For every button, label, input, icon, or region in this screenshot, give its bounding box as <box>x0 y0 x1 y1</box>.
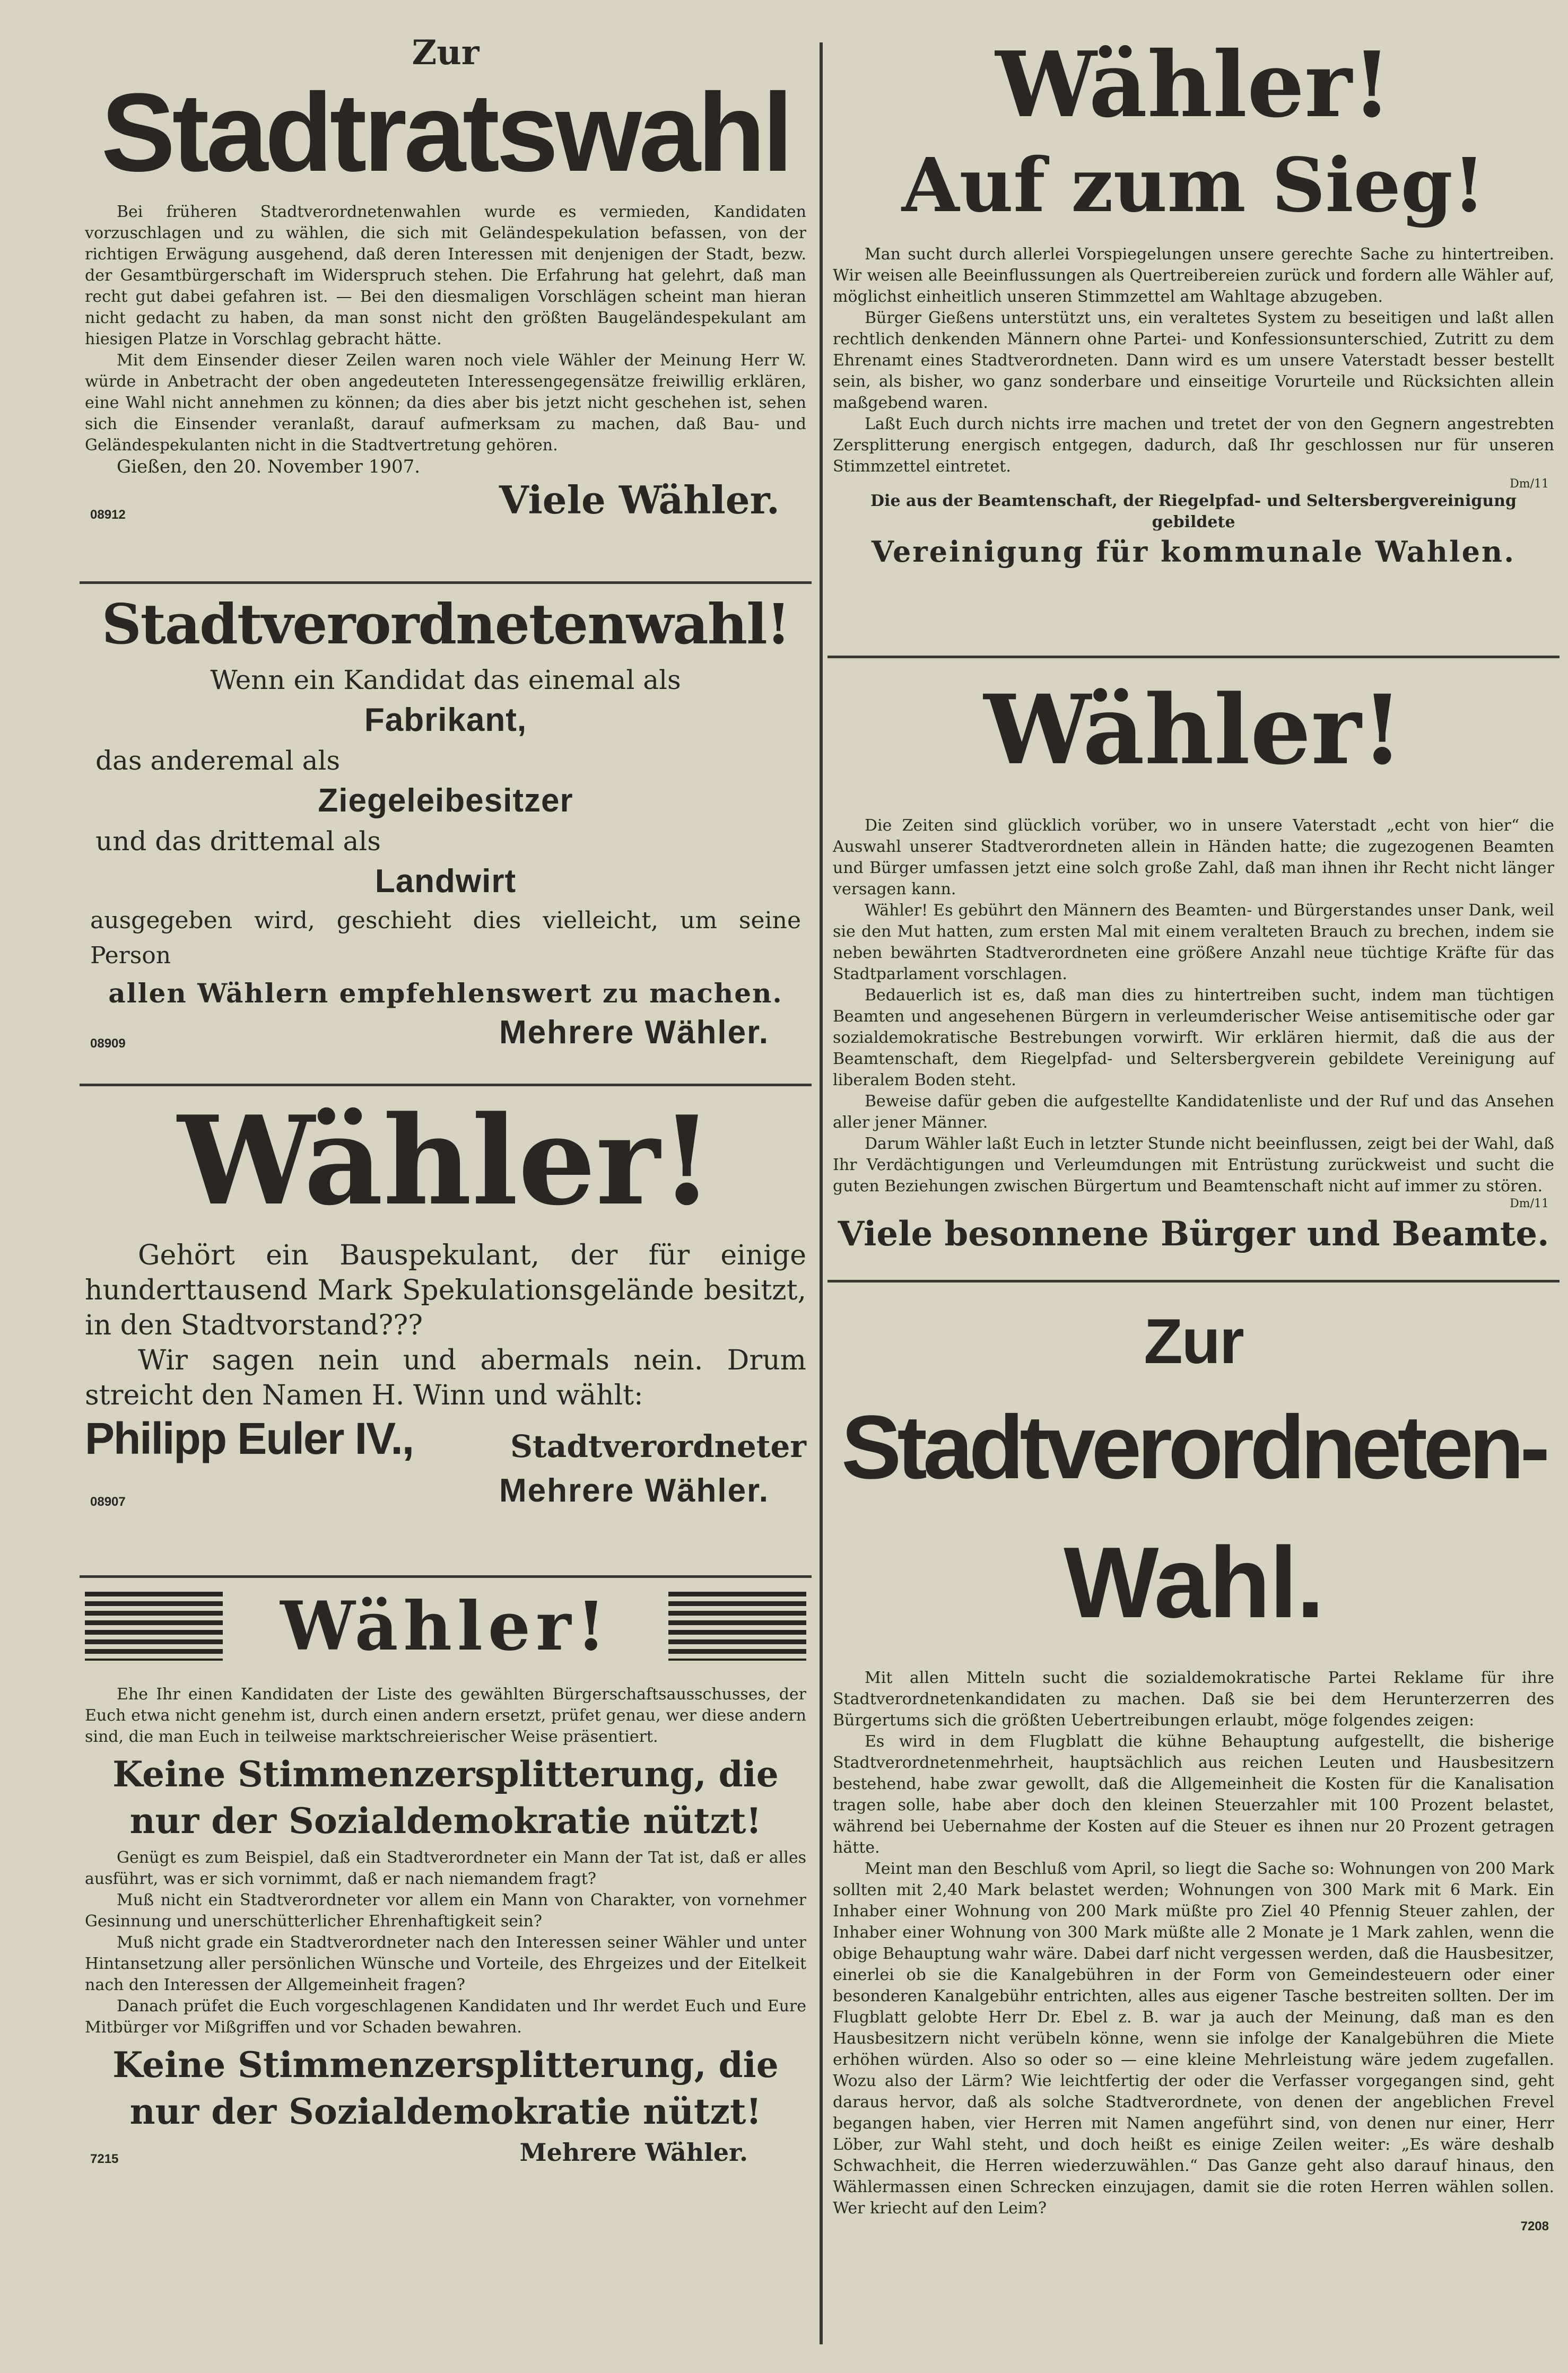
ad-number: 7215 <box>90 2152 119 2166</box>
paragraph: Genügt es zum Beispiel, daß ein Stadtverordneter ein Mann der Tat ist, daß er alles ausführt, was er sich vornimmt, daß er nach niemandem fragt? <box>85 1848 806 1888</box>
paragraph: Man sucht durch allerlei Vorspiegelungen unsere gerechte Sache zu hintertreiben. Wir weisen alle Beeinflussungen als Quertreibereien zurück und fordern alle Wähler auf, möglichst einheitlich unseren Stimmzettel am Wahltage abzugeben. <box>833 245 1554 306</box>
sponsor-name: Vereinigung für kommunale Wahlen. <box>872 535 1515 569</box>
ad-zur-stadtverordnetenwahl <box>827 1286 1560 2325</box>
paragraph: Danach prüfet die Euch vorgeschlagenen Kandidaten und Ihr werdet Euch und Eure Mitbürger vor Mißgriffen und vor Schaden bewahren. <box>85 1997 806 2037</box>
signature: Mehrere Wähler. <box>519 2138 748 2167</box>
paragraph: Bei früheren Stadtverordnetenwahlen wurde es vermieden, Kandidaten vorzuschlagen und zu wählen, die sich mit Geländespekulation befassen, von der richtigen Erwägung ausgehend, daß deren Interessen mit denjenigen der Stadt, bezw. der Gesamtbürgerschaft im Widerspruch stehen. Die Erfahrung hat gelehrt, daß man recht gut dabei gefahren ist. — Bei den diesmaligen Vorschlägen scheint man hieran nicht gedacht zu haben, da man sonst nicht den größten Baugeländespekulant am hiesigen Platze in Vorschlag gebracht hätte. <box>85 203 806 348</box>
paragraph: Ehe Ihr einen Kandidaten der Liste des gewählten Bürgerschaftsausschusses, der Euch etwa nicht genehm ist, durch einen andern ersetzt, prüfet genau, wer diese andern sind, die man Euch in teilweise marktschreierischer Weise präsentiert. <box>85 1685 806 1746</box>
sponsor-line: Die aus der Beamtenschaft, der Riegelpfad- und Seltersbergvereinigung gebildete <box>870 492 1517 531</box>
decorative-stripes <box>85 1592 223 1661</box>
headline: Wähler! <box>983 674 1404 786</box>
headline: Wahl. <box>1064 1526 1323 1639</box>
paragraph: Darum Wähler laßt Euch in letzter Stunde nicht beeinflussen, zeigt bei der Wahl, daß Ihr Verdächtigungen und Verleumdungen mit Entrüstung zurückweist und sucht die guten Beziehungen zwischen Bürgertum und Beamtenschaft nicht auf immer zu stören. <box>833 1135 1554 1196</box>
ad-waehler-stimmenzersplitterung <box>80 1581 812 2281</box>
paragraph: Wir sagen nein und abermals nein. Drum streicht den Namen H. Winn und wählt: <box>85 1345 806 1411</box>
text-line: das anderemal als <box>95 745 341 776</box>
headline: Wähler! <box>995 32 1392 138</box>
candidate-name: Philipp Euler IV., <box>85 1414 414 1463</box>
column-divider <box>820 42 823 2344</box>
divider <box>80 581 812 584</box>
ad-auf-zum-sieg <box>827 32 1560 652</box>
right-column <box>827 32 1560 2357</box>
paragraph: Mit allen Mitteln sucht die sozialdemokratische Partei Reklame für ihre Stadtverordnetenkandidaten zu machen. Daß sie bei dem Herunterzerren des Bürgertums sich die größten Uebertreibungen erlaubt, möge folgendes zeigen: <box>833 1669 1554 1730</box>
paragraph: Muß nicht ein Stadtverordneter vor allem ein Mann von Charakter, von vornehmer Gesinnung und unerschütterlicher Ehrenhaftigkeit sein? <box>85 1891 806 1931</box>
divider <box>827 1280 1560 1283</box>
ad-stadtratswahl <box>80 32 812 578</box>
candidate-role: Stadtverordneter <box>510 1428 806 1464</box>
signature: Viele besonnene Bürger und Beamte. <box>838 1214 1549 1254</box>
signature: Mehrere Wähler. <box>499 1014 769 1051</box>
slogan: Keine Stimmenzersplitterung, die nur der Sozialdemokratie nützt! <box>112 2044 779 2132</box>
text-line: Wenn ein Kandidat das einemal als <box>210 665 681 695</box>
slogan: Keine Stimmenzersplitterung, die nur der Sozialdemokratie nützt! <box>112 1753 779 1842</box>
headline: Wähler! <box>177 1089 714 1233</box>
paragraph: Beweise dafür geben die aufgestellte Kandidatenliste und der Ruf und das Ansehen aller jener Männer. <box>833 1092 1554 1132</box>
decorative-stripes <box>668 1592 806 1661</box>
paragraph: Mit dem Einsender dieser Zeilen waren noch viele Wähler der Meinung Herr W. würde in Anbetracht der oben angedeuteten Interessengegensätze freiwillig erklären, eine Wahl nicht annehmen zu können; da dies aber bis jetzt nicht geschehen ist, sehen sich die Einsender veranlaßt, darauf aufmerksam zu machen, daß Bau- und Geländespekulanten nicht in die Stadtvertretung gehören. <box>85 351 806 455</box>
headline: Stadtverordneten- <box>841 1397 1546 1498</box>
ad-number: 08912 <box>90 508 126 522</box>
office-mark: Dm/11 <box>1510 1197 1549 1210</box>
text-line: allen Wählern empfehlenswert zu machen. <box>108 978 783 1009</box>
paragraph: Laßt Euch durch nichts irre machen und tretet der von den Gegnern angestrebten Zersplitterung energisch entgegen, dadurch, daß Ihr geschlossen nur für unseren Stimmzettel eintretet. <box>833 415 1554 476</box>
signature: Mehrere Wähler. <box>499 1472 769 1509</box>
ad-waehler-bauspekulant <box>80 1089 812 1572</box>
paragraph: Gehört ein Bauspekulant, der für einige hunderttausend Mark Spekulationsgelände besitzt, in den Stadtvorstand??? <box>85 1240 806 1341</box>
left-column <box>80 32 812 2357</box>
role: Landwirt <box>374 863 517 900</box>
ad-number: 08907 <box>90 1495 126 1509</box>
paragraph: Die Zeiten sind glücklich vorüber, wo in unsere Vaterstadt „echt von hier“ die Auswahl unserer Stadtverordneten allein in Händen hatte; die zugezogenen Beamten und Bürger umfassen jetzt eine solch große Zahl, daß man ihnen ihr Recht nicht länger versagen kann. <box>833 816 1554 898</box>
headline: Wähler! <box>280 1587 611 1665</box>
paragraph: Bedauerlich ist es, daß man dies zu hintertreiben sucht, indem man tüchtigen Beamten und angesehenen Bürgern in verleumderischer Weise antisemitische oder gar sozialdemokratische Bestrebungen vorwirft. Wir erklären hiermit, daß die aus der Beamtenschaft, dem Riegelpfad- und Seltersbergverein gebildete Vereinigung auf liberalem Boden steht. <box>833 986 1554 1089</box>
kicker: Zur <box>412 33 480 73</box>
headline: Stadtratswahl <box>101 70 790 195</box>
paragraph: Muß nicht grade ein Stadtverordneter nach den Interessen seiner Wähler und unter Hintansetzung aller persönlichen Wünsche und Vorteile, des Ehrgeizes und der Eitelkeit nach den Interessen der Allgemeinheit fragen? <box>85 1933 806 1994</box>
ad-number: 7208 <box>1520 2219 1549 2234</box>
divider <box>827 656 1560 658</box>
paragraph: Es wird in dem Flugblatt die kühne Behauptung aufgestellt, die bisherige Stadtverordnetenmehrheit, hauptsächlich aus reichen Leuten und Hausbesitzern bestehend, habe zwar gewollt, daß die Allgemeinheit die Kosten für die Kanalisation tragen solle, habe aber doch den kleinen Steuerzahler mit 100 Prozent belastet, während bei Uebernahme der Kosten auf die Steuer es ihnen nur 20 Prozent getragen hätte. <box>833 1732 1554 1857</box>
office-mark: Dm/11 <box>1510 477 1549 491</box>
text-line: ausgegeben wird, geschieht dies vielleicht, um seine Person <box>90 907 801 969</box>
ad-number: 08909 <box>90 1036 126 1051</box>
divider <box>80 1575 812 1578</box>
kicker: Zur <box>1144 1306 1243 1377</box>
dateline: Gießen, den 20. November 1907. <box>117 456 421 477</box>
divider <box>80 1084 812 1086</box>
paragraph: Meint man den Beschluß vom April, so liegt die Sache so: Wohnungen von 200 Mark sollten mit 2,40 Mark belastet werden; Wohnungen von 300 Mark mit 6 Mark. Ein Inhaber einer Wohnung von 200 Mark müßte pro Ziel 40 Pfennig Steuer zahlen, der Inhaber einer Wohnung von 300 Mark müßte alle 2 Monate je 1 Mark zahlen, wenn die obige Behauptung wahr wäre. Dabei darf nicht vergessen werden, daß die Hausbesitzer, einerlei ob sie die Kanalgebühren in der Form von Gemeindesteuern oder einer besonderen Kanalgebühr entrichten, alles aus eigener Tasche bestreiten sollten. Der im Flugblatt gelobte Herr Dr. Ebel z. B. war ja auch der Meinung, daß man es den Hausbesitzern nicht verübeln könne, wenn sie infolge der Kanalgebühren die Miete erhöhen würden. Also so oder so — eine kleine Mehrleistung wäre jedem zugefallen. Wozu also der Lärm? Wie leichtfertig der oder die Verfasser vorgegangen sind, geht daraus hervor, daß als solche Stadtverordnete, von denen der angeblichen Frevel begangen haben, vier Herren mit Namen angeführt sind, von denen nur einer, Herr Löber, zur Wahl steht, und doch heißt es einige Zeilen weiter: „Es wäre deshalb Schwachheit, die Herren wiederzuwählen.“ Das Ganze geht also darauf hinaus, den Wählermassen einen Schrecken einzujagen, damit sie die roten Herren wählen sollen. Wer kriecht auf den Leim? <box>833 1860 1554 2218</box>
text-line: und das drittemal als <box>95 826 381 857</box>
role: Fabrikant, <box>364 702 527 738</box>
headline: Auf zum Sieg! <box>901 142 1486 229</box>
role: Ziegeleibesitzer <box>318 782 573 819</box>
ad-stadtverordnetenwahl <box>80 587 812 1080</box>
headline: Stadtverordnetenwahl! <box>101 591 790 657</box>
paragraph: Bürger Gießens unterstützt uns, ein veraltetes System zu beseitigen und laßt allen rechtlich denkenden Männern ohne Partei- und Konfessionsunterschied, Zutritt zu dem Ehrenamt eines Stadtverordneten. Dann wird es um unsere Vaterstadt besser bestellt sein, als bisher, wo ganz sonderbare und einseitige Vorurteile und Rücksichten allein maßgebend waren. <box>833 309 1554 412</box>
ad-waehler-beamte <box>827 661 1560 1277</box>
paragraph: Wähler! Es gebührt den Männern des Beamten- und Bürgerstandes unser Dank, weil sie den Mut hatten, zum ersten Mal mit einem veralteten Brauch zu brechen, indem sie neben bewährten Stadtverordneten eine größere Anzahl neue tüchtige Kräfte für das Stadtparlament vorschlagen. <box>833 901 1554 983</box>
signature: Viele Wähler. <box>499 477 780 522</box>
